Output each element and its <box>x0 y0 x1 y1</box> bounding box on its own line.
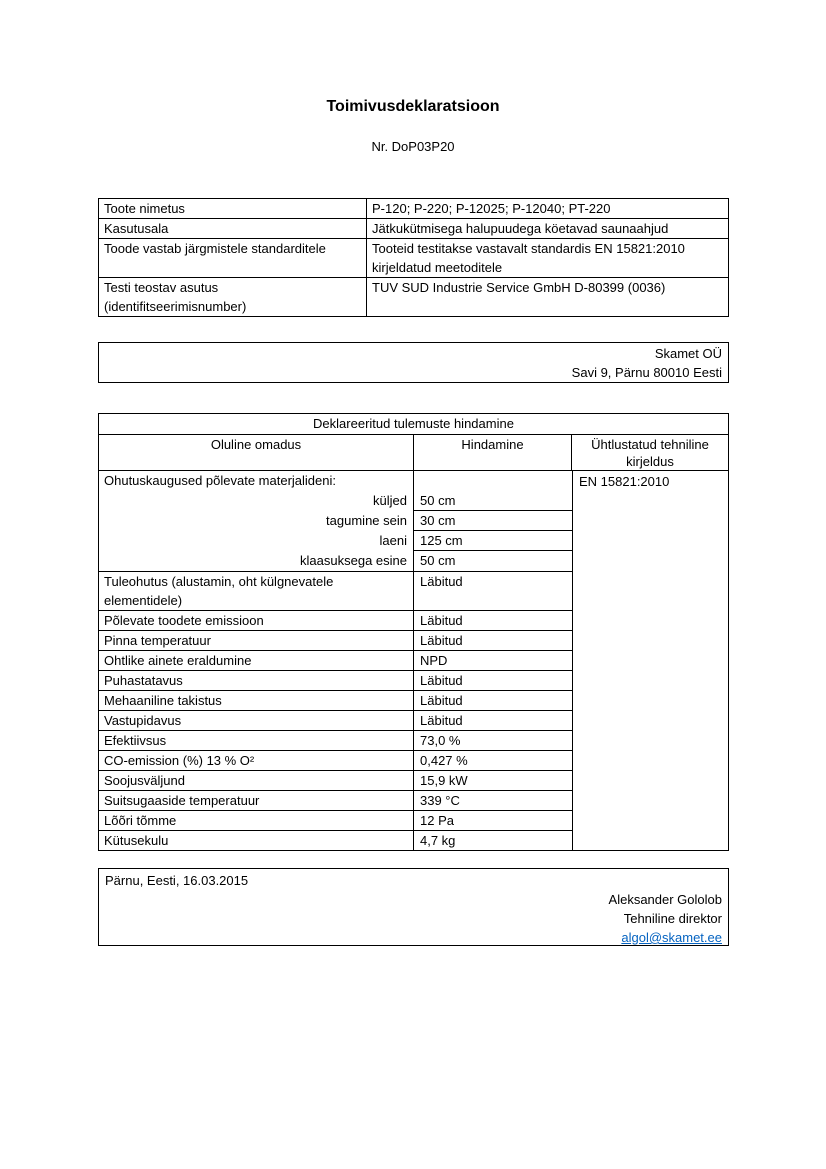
safety-distances-block <box>99 471 572 572</box>
assessment-value: 12 Pa <box>420 813 454 828</box>
table-row <box>99 651 572 671</box>
assessment-value: 0,427 % <box>420 753 468 768</box>
table-row <box>99 791 572 811</box>
company-address: Savi 9, Pärnu 80010 Eesti <box>571 365 722 380</box>
table-row <box>99 199 728 218</box>
characteristic-label: Kütusekulu <box>99 831 414 850</box>
assessment-value: Läbitud <box>420 633 463 648</box>
safety-distances-values <box>414 471 572 571</box>
assessment-value: Läbitud <box>420 574 463 589</box>
characteristic-label: Mehaaniline takistus <box>99 691 414 710</box>
email-link[interactable]: algol@skamet.ee <box>621 930 722 945</box>
table-row <box>99 572 572 611</box>
assessment-value: Läbitud <box>420 693 463 708</box>
info-label: Toote nimetus <box>99 199 367 218</box>
column-header-standard: Ühtlustatud tehniline kirjeldus <box>591 437 709 469</box>
distance-label: laeni <box>379 533 407 548</box>
product-info-table <box>98 198 729 317</box>
signer-email-line <box>105 928 722 947</box>
place-and-date: Pärnu, Eesti, 16.03.2015 <box>105 873 249 888</box>
assessment-value: 4,7 kg <box>420 833 456 848</box>
assessment-value: 73,0 % <box>420 733 461 748</box>
characteristic-label: CO-emission (%) 13 % O² <box>99 751 414 770</box>
table-row <box>99 631 572 651</box>
results-table-body <box>99 471 728 850</box>
results-rows <box>99 572 572 850</box>
table-row <box>99 218 728 238</box>
signer-name: Aleksander Gololob <box>608 892 722 907</box>
results-table-headers <box>99 435 728 471</box>
characteristic-label: Tuleohutus (alustamin, oht külgnevatele elementidele) <box>99 572 414 610</box>
assessment-value: Läbitud <box>420 713 463 728</box>
results-table-title: Deklareeritud tulemuste hindamine <box>99 414 728 435</box>
characteristic-label: Ohtlike ainete eraldumine <box>99 651 414 670</box>
distance-label: klaasuksega esine <box>300 553 407 568</box>
table-row <box>99 611 572 631</box>
column-header-assessment: Hindamine <box>414 435 572 470</box>
company-box <box>98 342 729 383</box>
characteristic-label: Puhastatavus <box>99 671 414 690</box>
page-title: Toimivusdeklaratsioon <box>326 98 500 115</box>
distance-value: 50 cm <box>414 491 572 511</box>
info-value: Jätkukütmisega halupuudega köetavad saunaahjud <box>372 221 669 236</box>
characteristic-label: Pinna temperatuur <box>99 631 414 650</box>
table-row <box>99 277 728 316</box>
characteristic-label: Soojusväljund <box>99 771 414 790</box>
standard-cell: EN 15821:2010 <box>572 471 728 850</box>
table-row <box>99 731 572 751</box>
assessment-value: Läbitud <box>420 673 463 688</box>
characteristic-label: Suitsugaaside temperatuur <box>99 791 414 810</box>
distance-value: 125 cm <box>414 531 572 551</box>
characteristic-label: Vastupidavus <box>99 711 414 730</box>
info-label: Testi teostav asutus (identifitseerimisnumber) <box>99 278 367 316</box>
table-row <box>99 771 572 791</box>
table-row <box>99 751 572 771</box>
info-value: TUV SUD Industrie Service GmbH D-80399 (0036) <box>372 280 666 295</box>
company-name: Skamet OÜ <box>654 346 722 361</box>
table-row <box>99 711 572 731</box>
results-table-left <box>99 471 572 850</box>
table-row <box>99 831 572 850</box>
assessment-value: NPD <box>420 653 448 668</box>
document-number: Nr. DoP03P20 <box>371 139 455 154</box>
assessment-value: Läbitud <box>420 613 463 628</box>
assessment-value: 15,9 kW <box>420 773 468 788</box>
distance-value: 50 cm <box>420 553 456 568</box>
info-value: Tooteid testitakse vastavalt standardis EN 15821:2010 kirjeldatud meetoditele <box>372 241 685 275</box>
characteristic-label: Efektiivsus <box>99 731 414 750</box>
table-row <box>99 238 728 277</box>
table-row <box>99 811 572 831</box>
characteristic-label: Põlevate toodete emissioon <box>99 611 414 630</box>
safety-distances-heading: Ohutuskaugused põlevate materjalideni: <box>104 473 336 488</box>
info-value: P-120; P-220; P-12025; P-12040; PT-220 <box>372 201 611 216</box>
results-table <box>98 413 729 851</box>
distance-label: küljed <box>373 493 407 508</box>
info-label: Toode vastab järgmistele standarditele <box>99 239 367 277</box>
safety-distances-labels <box>99 471 414 571</box>
info-label: Kasutusala <box>99 219 367 238</box>
signature-box <box>98 868 729 946</box>
spacer <box>414 471 572 491</box>
table-row <box>99 671 572 691</box>
column-header-characteristic: Oluline omadus <box>99 435 414 470</box>
assessment-value: 339 °C <box>420 793 460 808</box>
table-row <box>99 691 572 711</box>
distance-value: 30 cm <box>414 511 572 531</box>
characteristic-label: Lõõri tõmme <box>99 811 414 830</box>
signer-role: Tehniline direktor <box>623 911 722 926</box>
distance-label: tagumine sein <box>326 513 407 528</box>
